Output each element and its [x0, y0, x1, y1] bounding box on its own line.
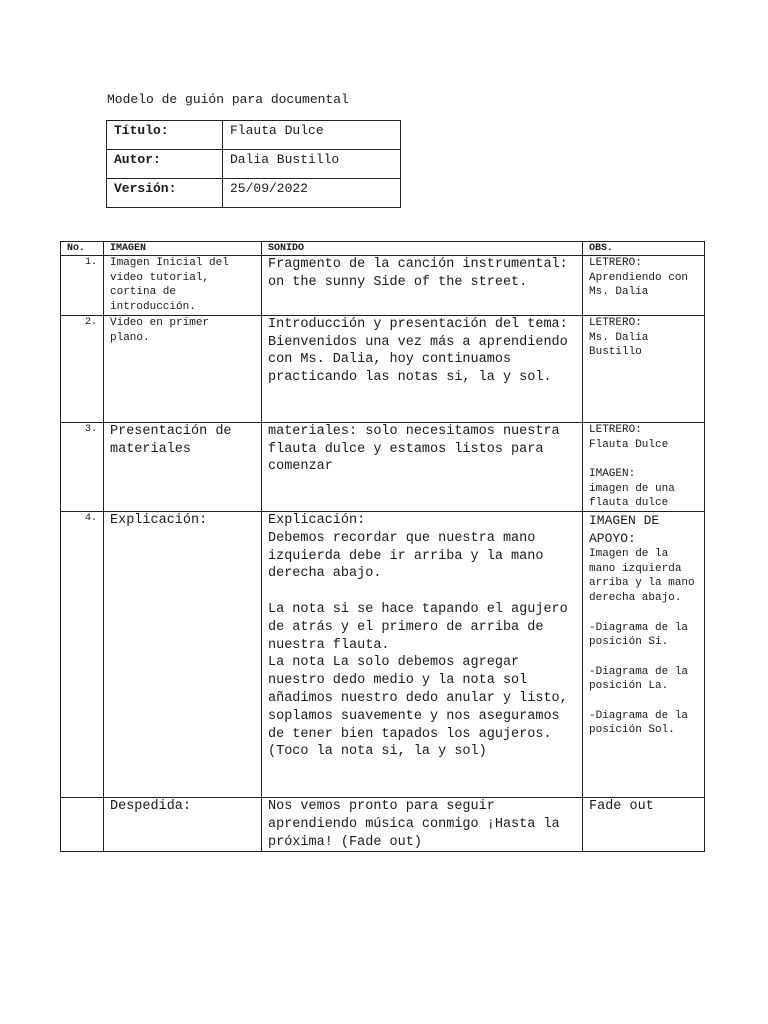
cell-imagen: Presentación de materiales	[104, 422, 262, 511]
metadata-label: Autor:	[107, 150, 223, 179]
metadata-value: 25/09/2022	[223, 179, 401, 208]
row-number: 2.	[61, 315, 104, 422]
column-header-no: No.	[61, 242, 104, 256]
cell-imagen: Video en primer plano.	[104, 315, 262, 422]
row-number: 3.	[61, 422, 104, 511]
cell-obs: LETRERO: Aprendiendo con Ms. Dalia	[583, 256, 705, 316]
script-table	[60, 241, 705, 852]
obs-body: Imagen de la mano izquierda arriba y la mano derecha abajo. -Diagrama de la posición Si. -Diagrama de la posición La. -Diagrama de la posición Sol.	[589, 548, 695, 737]
column-header-sonido: SONIDO	[262, 242, 583, 256]
metadata-label: Título:	[107, 121, 223, 150]
table-row	[61, 798, 705, 852]
document-title: Modelo de guión para documental	[107, 92, 349, 107]
cell-imagen: Despedida:	[104, 798, 262, 852]
cell-imagen: Explicación:	[104, 512, 262, 798]
table-row	[61, 315, 705, 422]
cell-obs: LETRERO: Flauta Dulce IMAGEN: imagen de una flauta dulce	[583, 422, 705, 511]
metadata-row-version	[107, 179, 401, 208]
cell-obs: LETRERO: Ms. Dalia Bustillo	[583, 315, 705, 422]
row-number: 4.	[61, 512, 104, 798]
column-header-obs: OBS.	[583, 242, 705, 256]
cell-obs: Fade out	[583, 798, 705, 852]
metadata-value: Dalia Bustillo	[223, 150, 401, 179]
metadata-row-title	[107, 121, 401, 150]
cell-sonido: Explicación: Debemos recordar que nuestra mano izquierda debe ir arriba y la mano derecha abajo. La nota si se hace tapando el agujero de atrás y el primero de arriba de nuestra flauta. La nota La solo debemos agregar nuestro dedo medio y la nota sol añadimos nuestro dedo anular y listo, soplamos suavemente y nos aseguramos de tener bien tapados los agujeros. (Toco la nota si, la y sol)	[262, 512, 583, 798]
cell-sonido: Nos vemos pronto para seguir aprendiendo música conmigo ¡Hasta la próxima! (Fade out)	[262, 798, 583, 852]
row-number	[61, 798, 104, 852]
table-row	[61, 512, 705, 798]
cell-sonido: Fragmento de la canción instrumental: on the sunny Side of the street.	[262, 256, 583, 316]
metadata-row-author	[107, 150, 401, 179]
obs-heading: IMAGEN DE APOYO:	[589, 513, 660, 546]
cell-sonido: Introducción y presentación del tema: Bienvenidos una vez más a aprendiendo con Ms. Dalia, hoy continuamos practicando las notas si, la y sol.	[262, 315, 583, 422]
cell-sonido: materiales: solo necesitamos nuestra flauta dulce y estamos listos para comenzar	[262, 422, 583, 511]
table-row	[61, 256, 705, 316]
table-row	[61, 422, 705, 511]
metadata-value: Flauta Dulce	[223, 121, 401, 150]
cell-imagen: Imagen Inicial del video tutorial, cortina de introducción.	[104, 256, 262, 316]
column-header-imagen: IMAGEN	[104, 242, 262, 256]
cell-obs	[583, 512, 705, 798]
row-number: 1.	[61, 256, 104, 316]
metadata-table	[106, 120, 401, 208]
metadata-label: Versión:	[107, 179, 223, 208]
table-header-row	[61, 242, 705, 256]
